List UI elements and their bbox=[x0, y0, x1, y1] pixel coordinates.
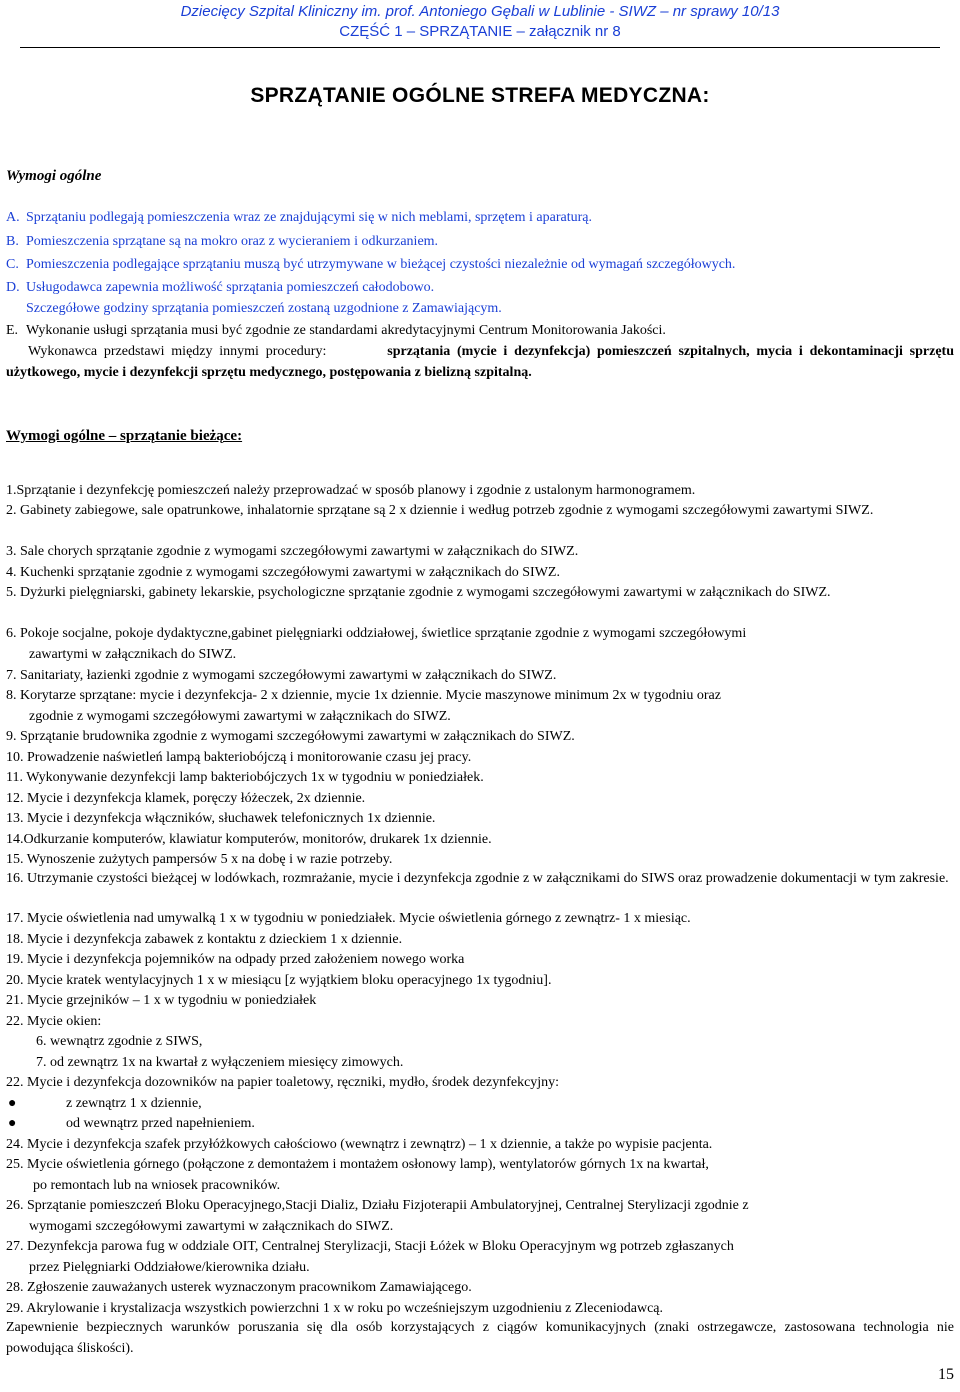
list-item: 26. Sprzątanie pomieszczeń Bloku Operacyjnego,Stacji Dializ, Działu Fizjoterapii Ambulatoryjnej, Centralnej Sterylizacji zgodnie z bbox=[6, 1198, 749, 1213]
list-item: 19. Mycie i dezynfekcja pojemników na odpady przed założeniem nowego worka bbox=[6, 952, 465, 967]
list-item: 11. Wykonywanie dezynfekcji lamp bakteriobójczych 1x w tygodniu w poniedziałek. bbox=[6, 770, 484, 785]
list-item: 6. Pokoje socjalne, pokoje dydaktyczne,gabinet pielęgniarki oddziałowej, świetlice sprzątanie zgodnie z wymogami szczegółowymi bbox=[6, 626, 747, 641]
bullet-icon: ● bbox=[8, 1096, 17, 1111]
closing-paragraph: Zapewnienie bezpiecznych warunków poruszania się dla osób korzystających z ciągów komunikacyjnych (znaki ostrzegawcze, zastosowana technologia nie powodująca śliskości). bbox=[6, 1320, 954, 1356]
list-item: 3. Sale chorych sprzątanie zgodnie z wymogami szczegółowymi zawartymi w załącznikach do SIWZ. bbox=[6, 544, 579, 559]
list-item: B. Pomieszczenia sprzątane są na mokro oraz z wycieraniem i odkurzaniem. bbox=[6, 234, 439, 249]
list-item: 16. Utrzymanie czystości bieżącej w lodówkach, rozmrażanie, mycie i dezynfekcja zgodnie z w załącznikami do SIWS oraz prowadzenie dokumentacji w tym zakresie. bbox=[6, 871, 949, 886]
list-item-continued: po remontach lub na wniosek pracowników. bbox=[33, 1178, 281, 1193]
list-item-continued: przez Pielęgniarki Oddziałowe/kierownika działu. bbox=[29, 1260, 310, 1275]
page-number: 15 bbox=[938, 1366, 954, 1383]
list-item: 8. Korytarze sprzątane: mycie i dezynfekcja- 2 x dziennie, mycie 1x dziennie. Mycie maszynowe minimum 2x w tygodniu oraz bbox=[6, 688, 721, 703]
list-item: 17. Mycie oświetlenia nad umywalką 1 x w tygodniu w poniedziałek. Mycie oświetlenia górnego z zewnątrz- 1 x miesiąc. bbox=[6, 911, 691, 926]
list-item: 22. Mycie okien: bbox=[6, 1014, 102, 1029]
section1-heading: Wymogi ogólne bbox=[6, 168, 102, 184]
list-item: 4. Kuchenki sprzątanie zgodnie z wymogami szczegółowymi zawartymi w załącznikach do SIWZ. bbox=[6, 565, 560, 580]
list-item: 1.Sprzątanie i dezynfekcję pomieszczeń należy przeprowadzać w sposób planowy i zgodnie z ustalonym harmonogramem. bbox=[6, 483, 696, 498]
list-item: 25. Mycie oświetlenia górnego (połączone z demontażem i montażem osłonowy lamp), wentylatorów górnych 1x na kwartał, bbox=[6, 1157, 709, 1172]
list-item: 27. Dezynfekcja parowa fug w oddziale OIT, Centralnej Sterylizacji, Stacji Łóżek w Bloku Operacyjnym wg potrzeb zgłaszanych bbox=[6, 1239, 734, 1254]
list-item: D. Usługodawca zapewnia możliwość sprzątania pomieszczeń całodobowo. bbox=[6, 280, 435, 295]
bullet-item: ● z zewnątrz 1 x dziennie, bbox=[8, 1096, 202, 1111]
list-item: A. Sprzątaniu podlegają pomieszczenia wraz ze znajdującymi się w nich meblami, sprzętem i aparaturą. bbox=[6, 210, 592, 225]
list-item: 24. Mycie i dezynfekcja szafek przyłóżkowych całościowo (wewnątrz i zewnątrz) – 1 x dziennie, a także po wypisie pacjenta. bbox=[6, 1137, 713, 1152]
sub-list-item: 6. wewnątrz zgodnie z SIWS, bbox=[36, 1034, 203, 1049]
header-divider bbox=[20, 47, 940, 48]
header-line-2: CZĘŚĆ 1 – SPRZĄTANIE – załącznik nr 8 bbox=[339, 23, 621, 40]
list-item: E. Wykonanie usługi sprzątania musi być zgodnie ze standardami akredytacyjnymi Centrum Monitorowania Jakości. bbox=[6, 323, 666, 338]
list-item: 22. Mycie i dezynfekcja dozowników na papier toaletowy, ręczniki, mydło, środek dezynfekcyjny: bbox=[6, 1075, 560, 1090]
document-header bbox=[0, 2, 960, 42]
list-item-continued: zawartymi w załącznikach do SIWZ. bbox=[29, 647, 237, 662]
list-item: 20. Mycie kratek wentylacyjnych 1 x w miesiącu [z wyjątkiem bloku operacyjnego 1x tygodniu]. bbox=[6, 973, 552, 988]
section2-heading: Wymogi ogólne – sprzątanie bieżące: bbox=[6, 428, 243, 444]
list-item: 2. Gabinety zabiegowe, sale opatrunkowe, inhalatornie sprzątane są 2 x dziennie i według potrzeb zgodnie z wymogami szczegółowymi zawartymi SIWZ. bbox=[6, 503, 874, 518]
list-item: 14.Odkurzanie komputerów, klawiatur komputerów, monitorów, drukarek 1x dziennie. bbox=[6, 832, 492, 847]
sub-list-item: 7. od zewnątrz 1x na kwartał z wyłączeniem miesięcy zimowych. bbox=[36, 1055, 404, 1070]
procedures-paragraph: Wykonawca przedstawi między innymi procedury: sprzątania (mycie i dezynfekcja) pomieszczeń szpitalnych, mycia i dekontaminacji sprzętu użytkowego, mycie i dezynfekcji sprzętu medycznego, postępowania z bielizną szpitalną. bbox=[6, 344, 955, 380]
list-item: 28. Zgłoszenie zauważanych usterek wyznaczonym pracownikom Zamawiającego. bbox=[6, 1280, 472, 1295]
list-item: Szczegółowe godziny sprzątania pomieszczeń zostaną uzgodnione z Zamawiającym. bbox=[26, 301, 502, 316]
list-item: C. Pomieszczenia podlegające sprzątaniu muszą być utrzymywane w bieżącej czystości niezależnie od wymagań szczegółowych. bbox=[6, 257, 736, 272]
list-item: 5. Dyżurki pielęgniarski, gabinety lekarskie, psychologiczne sprzątanie zgodnie z wymogami szczegółowymi zawartymi w załącznikach do SIWZ. bbox=[6, 585, 831, 600]
bullet-icon: ● bbox=[8, 1116, 17, 1131]
list-item: 7. Sanitariaty, łazienki zgodnie z wymogami szczegółowymi zawartymi w załącznikach do SIWZ. bbox=[6, 668, 557, 683]
list-item: 29. Akrylowanie i krystalizacja wszystkich powierzchni 1 x w roku po wcześniejszym uzgodnieniu z Zleceniodawcą. bbox=[6, 1301, 664, 1316]
list-item: 12. Mycie i dezynfekcja klamek, poręczy łóżeczek, 2x dziennie. bbox=[6, 791, 366, 806]
list-item: 18. Mycie i dezynfekcja zabawek z kontaktu z dzieckiem 1 x dziennie. bbox=[6, 932, 403, 947]
list-item: 13. Mycie i dezynfekcja włączników, słuchawek telefonicznych 1x dziennie. bbox=[6, 811, 436, 826]
bullet-item: ● od wewnątrz przed napełnieniem. bbox=[8, 1116, 255, 1131]
list-item: 10. Prowadzenie naświetleń lampą bakteriobójczą i monitorowanie czasu jej pracy. bbox=[6, 750, 472, 765]
header-line-1: Dziecięcy Szpital Kliniczny im. prof. Antoniego Gębali w Lublinie - SIWZ – nr sprawy 10/13 bbox=[180, 3, 780, 20]
list-item-continued: wymogami szczegółowymi zawartymi w załącznikach do SIWZ. bbox=[29, 1219, 394, 1234]
list-item: 9. Sprzątanie brudownika zgodnie z wymogami szczegółowymi zawartymi w załącznikach do SIWZ. bbox=[6, 729, 575, 744]
list-item-continued: zgodnie z wymogami szczegółowymi zawartymi w załącznikach do SIWZ. bbox=[29, 709, 451, 724]
document-title: SPRZĄTANIE OGÓLNE STREFA MEDYCZNA: bbox=[250, 84, 710, 107]
list-item: 15. Wynoszenie zużytych pampersów 5 x na dobę i w razie potrzeby. bbox=[6, 852, 393, 867]
list-item: 21. Mycie grzejników – 1 x w tygodniu w poniedziałek bbox=[6, 993, 317, 1008]
